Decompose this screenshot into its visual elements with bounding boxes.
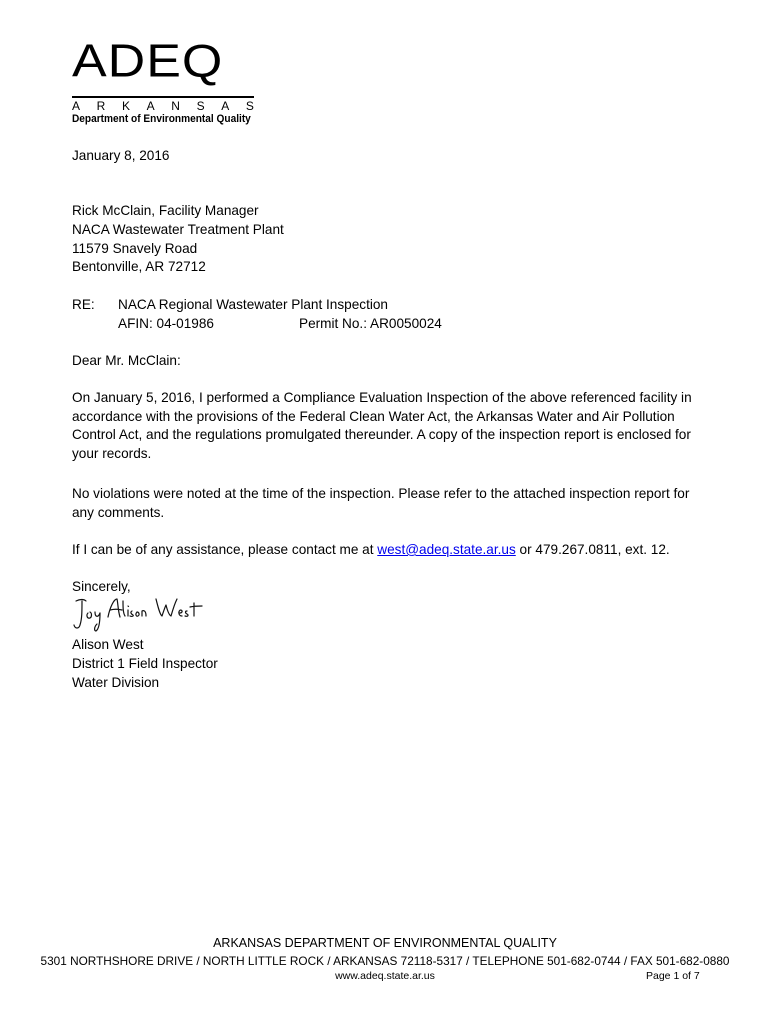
handwritten-signature (70, 593, 220, 635)
re-subject: NACA Regional Wastewater Plant Inspection (118, 297, 388, 312)
permit-number: Permit No.: AR0050024 (299, 316, 442, 331)
salutation: Dear Mr. McClain: (72, 353, 181, 368)
footer-agency-name: ARKANSAS DEPARTMENT OF ENVIRONMENTAL QUALITY (213, 936, 557, 950)
page-number: Page 1 of 7 (646, 970, 700, 982)
logo-letter: S (196, 99, 205, 113)
contact-paragraph (72, 541, 670, 560)
letter-date: January 8, 2016 (72, 148, 170, 163)
contact-prefix: If I can be of any assistance, please contact me at (72, 542, 378, 557)
signer-name: Alison West (72, 637, 144, 652)
logo-state-name (72, 99, 254, 113)
logo-letter: K (121, 99, 130, 113)
recipient-line-2: NACA Wastewater Treatment Plant (72, 222, 284, 237)
logo-letter: A (72, 99, 81, 113)
adeq-logo-wordmark: ADEQ (72, 35, 224, 88)
logo-letter: A (221, 99, 230, 113)
signer-title: District 1 Field Inspector (72, 656, 218, 671)
body-paragraph-1: On January 5, 2016, I performed a Compliance Evaluation Inspection of the above referenced facility in accordance with the provisions of the Federal Clean Water Act, the Arkansas Water and Air Pollution Control Act, and the regulations promulgated thereunder. A copy of the inspection report is enclosed for your records. (72, 390, 692, 461)
afin-number: AFIN: 04-01986 (118, 316, 214, 331)
recipient-line-3: 11579 Snavely Road (72, 241, 198, 256)
footer-website: www.adeq.state.ar.us (335, 970, 435, 982)
closing: Sincerely, (72, 579, 131, 594)
logo-letter: N (171, 99, 180, 113)
recipient-line-4: Bentonville, AR 72712 (72, 259, 206, 274)
footer-address: 5301 NORTHSHORE DRIVE / NORTH LITTLE ROCK / ARKANSAS 72118-5317 / TELEPHONE 501-682-0744 / FAX 501-682-0880 (40, 954, 730, 968)
re-label: RE: (72, 297, 95, 312)
logo-divider (72, 96, 254, 98)
logo-letter: R (96, 99, 106, 113)
logo-department: Department of Environmental Quality (72, 113, 251, 125)
contact-suffix: or 479.267.0811, ext. 12. (515, 542, 670, 557)
recipient-line-1: Rick McClain, Facility Manager (72, 203, 259, 218)
logo-letter: S (245, 99, 254, 113)
contact-email-link[interactable]: west@adeq.state.ar.us (377, 542, 516, 557)
logo-letter: A (146, 99, 155, 113)
body-paragraph-2: No violations were noted at the time of the inspection. Please refer to the attached inspection report for any comments. (72, 486, 690, 520)
signer-division: Water Division (72, 675, 160, 690)
